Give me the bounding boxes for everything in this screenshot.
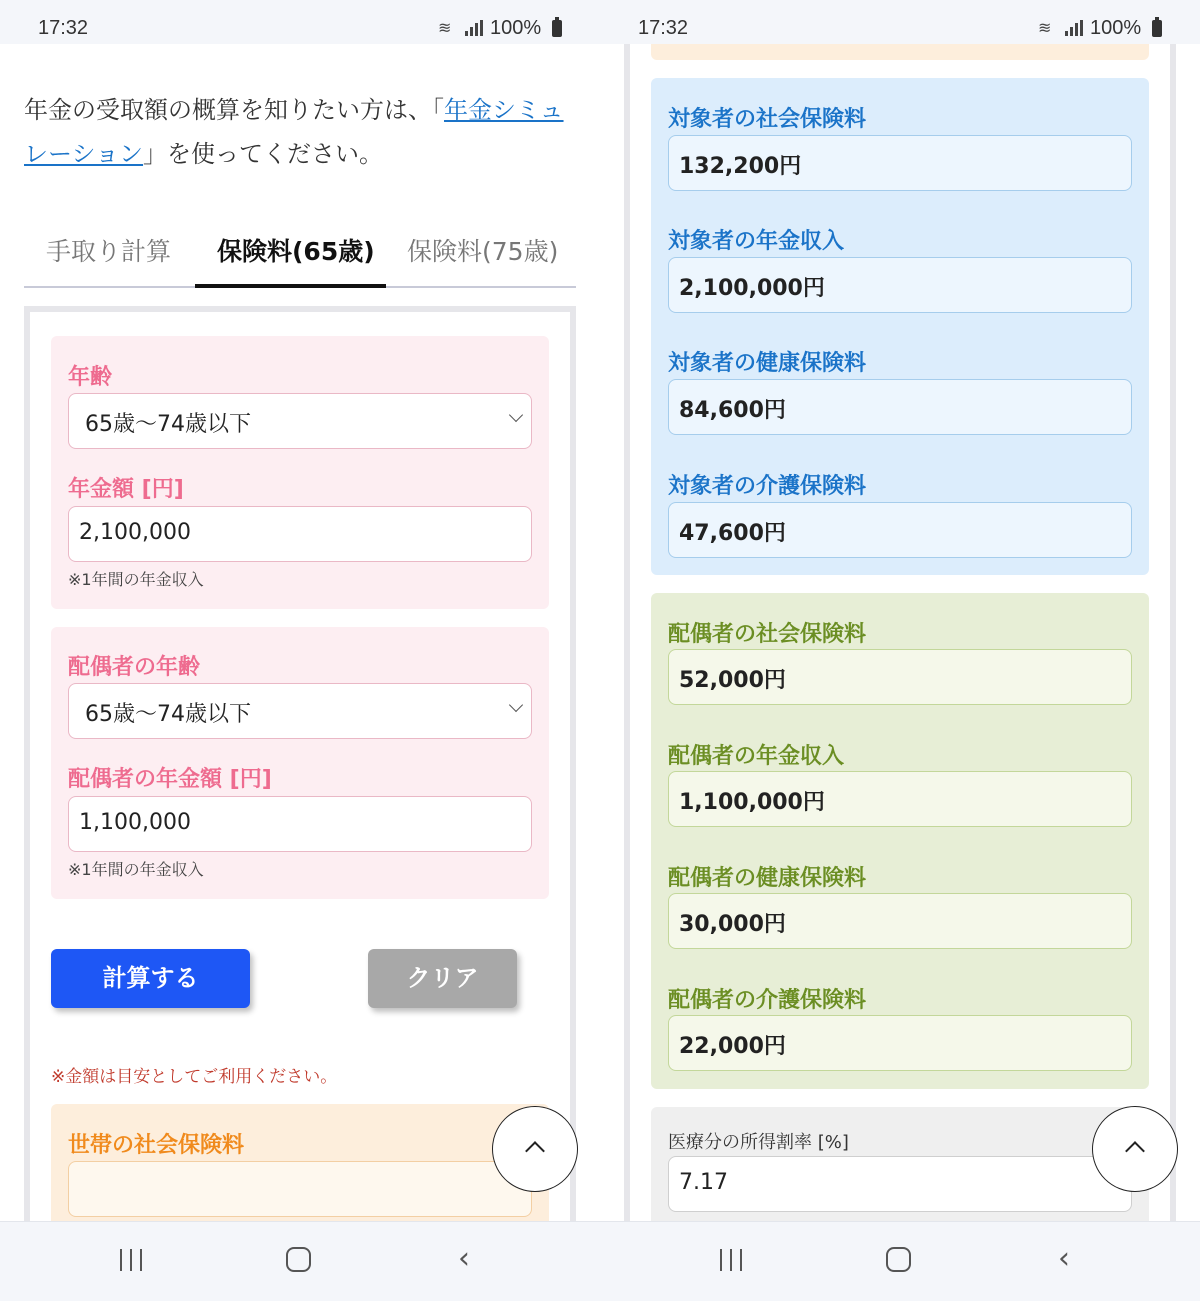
spouse-social-label: 配偶者の社会保険料 (668, 622, 867, 647)
subject-income-value: 2,100,000円 (679, 276, 825, 301)
rate-label: 医療分の所得割率 [%] (668, 1132, 849, 1153)
spouse-result-group (651, 593, 1149, 1089)
household-result-field (68, 1161, 532, 1217)
calculate-button[interactable]: 計算する (51, 949, 250, 1008)
battery-percent: 100% (490, 17, 542, 39)
home-icon[interactable] (886, 1247, 911, 1272)
pension-input-value: 2,100,000 (79, 520, 191, 545)
spouse-health-label: 配偶者の健康保険料 (668, 866, 867, 891)
subject-income-label: 対象者の年金収入 (668, 229, 845, 254)
system-nav-bar (0, 1221, 600, 1301)
back-icon[interactable]: ‹ (458, 1241, 470, 1276)
spouse-pension-note: ※1年間の年金収入 (68, 860, 204, 879)
pension-note: ※1年間の年金収入 (68, 570, 204, 589)
household-label: 世帯の社会保険料 (68, 1133, 245, 1158)
spouse-health-field (668, 893, 1132, 949)
status-bar (0, 0, 600, 44)
spouse-health-value: 30,000円 (679, 912, 786, 937)
disclaimer-text: ※金額は目安としてご利用ください。 (51, 1067, 338, 1087)
household-result-bottom (651, 44, 1149, 60)
home-icon[interactable] (286, 1247, 311, 1272)
spouse-care-field (668, 1015, 1132, 1071)
status-time: 17:32 (38, 17, 89, 39)
battery-icon (1152, 20, 1162, 37)
subject-health-label: 対象者の健康保険料 (668, 351, 867, 376)
pension-input[interactable] (68, 506, 532, 562)
intro-text-before: 年金の受取額の概算を知りたい方は、「 (24, 96, 444, 124)
rate-input-value: 7.17 (679, 1170, 728, 1195)
spouse-age-select[interactable] (68, 683, 532, 739)
subject-care-field (668, 502, 1132, 558)
subject-health-field (668, 379, 1132, 435)
age-select-value: 65歳〜74歳以下 (85, 412, 251, 437)
scroll-top-button[interactable] (1092, 1106, 1178, 1192)
spouse-pension-input[interactable] (68, 796, 532, 852)
subject-input-group (51, 336, 549, 609)
subject-care-value: 47,600円 (679, 521, 786, 546)
spouse-pension-input-value: 1,100,000 (79, 810, 191, 835)
intro-text (24, 88, 584, 176)
spouse-income-label: 配偶者の年金収入 (668, 744, 845, 769)
rate-group (651, 1107, 1149, 1227)
subject-result-group (651, 78, 1149, 575)
spouse-social-field (668, 649, 1132, 705)
age-label: 年齢 (68, 365, 113, 390)
wifi-icon: ≋ (1038, 18, 1052, 37)
scroll-top-button[interactable] (492, 1106, 578, 1192)
active-tab-indicator (195, 284, 386, 288)
pension-label: 年金額 [円] (68, 477, 184, 502)
household-result-group (51, 1104, 549, 1234)
spouse-care-value: 22,000円 (679, 1034, 786, 1059)
recent-apps-icon[interactable] (718, 1249, 744, 1271)
spouse-input-group (51, 627, 549, 899)
battery-icon (552, 20, 562, 37)
pension-simulation-link[interactable]: 年金シミュレーション (24, 96, 564, 168)
panel-border-left (624, 44, 630, 1221)
subject-income-field (668, 257, 1132, 313)
chevron-down-icon (509, 698, 523, 712)
spouse-income-field (668, 771, 1132, 827)
clear-button[interactable]: クリア (368, 949, 517, 1008)
spouse-care-label: 配偶者の介護保険料 (668, 988, 867, 1013)
subject-social-field (668, 135, 1132, 191)
panel-border-right (1170, 44, 1176, 1221)
subject-health-value: 84,600円 (679, 398, 786, 423)
status-time: 17:32 (638, 17, 689, 39)
subject-care-label: 対象者の介護保険料 (668, 474, 867, 499)
spouse-pension-label: 配偶者の年金額 [円] (68, 767, 272, 792)
spouse-age-select-value: 65歳〜74歳以下 (85, 702, 251, 727)
status-bar (600, 0, 1200, 44)
system-nav-bar (600, 1221, 1200, 1301)
spouse-social-value: 52,000円 (679, 668, 786, 693)
tab-insurance-65[interactable]: 保険料(65歳) (217, 237, 375, 266)
chevron-down-icon (509, 408, 523, 422)
back-icon[interactable]: ‹ (1058, 1241, 1070, 1276)
recent-apps-icon[interactable] (118, 1249, 144, 1271)
tab-takehome[interactable]: 手取り計算 (46, 237, 172, 266)
scroll-top-icon (525, 1141, 545, 1161)
spouse-age-label: 配偶者の年齢 (68, 655, 201, 680)
signal-icon (465, 20, 483, 36)
subject-social-label: 対象者の社会保険料 (668, 107, 867, 132)
right-screen (600, 0, 1200, 1301)
rate-input[interactable] (668, 1156, 1132, 1212)
signal-icon (1065, 20, 1083, 36)
subject-social-value: 132,200円 (679, 154, 802, 179)
wifi-icon: ≋ (438, 18, 452, 37)
age-select[interactable] (68, 393, 532, 449)
spouse-income-value: 1,100,000円 (679, 790, 825, 815)
scroll-top-icon (1125, 1141, 1145, 1161)
tab-insurance-75[interactable]: 保険料(75歳) (407, 237, 559, 266)
intro-text-after: 」を使ってください。 (143, 140, 384, 168)
battery-percent: 100% (1090, 17, 1142, 39)
tab-bar (24, 222, 576, 288)
